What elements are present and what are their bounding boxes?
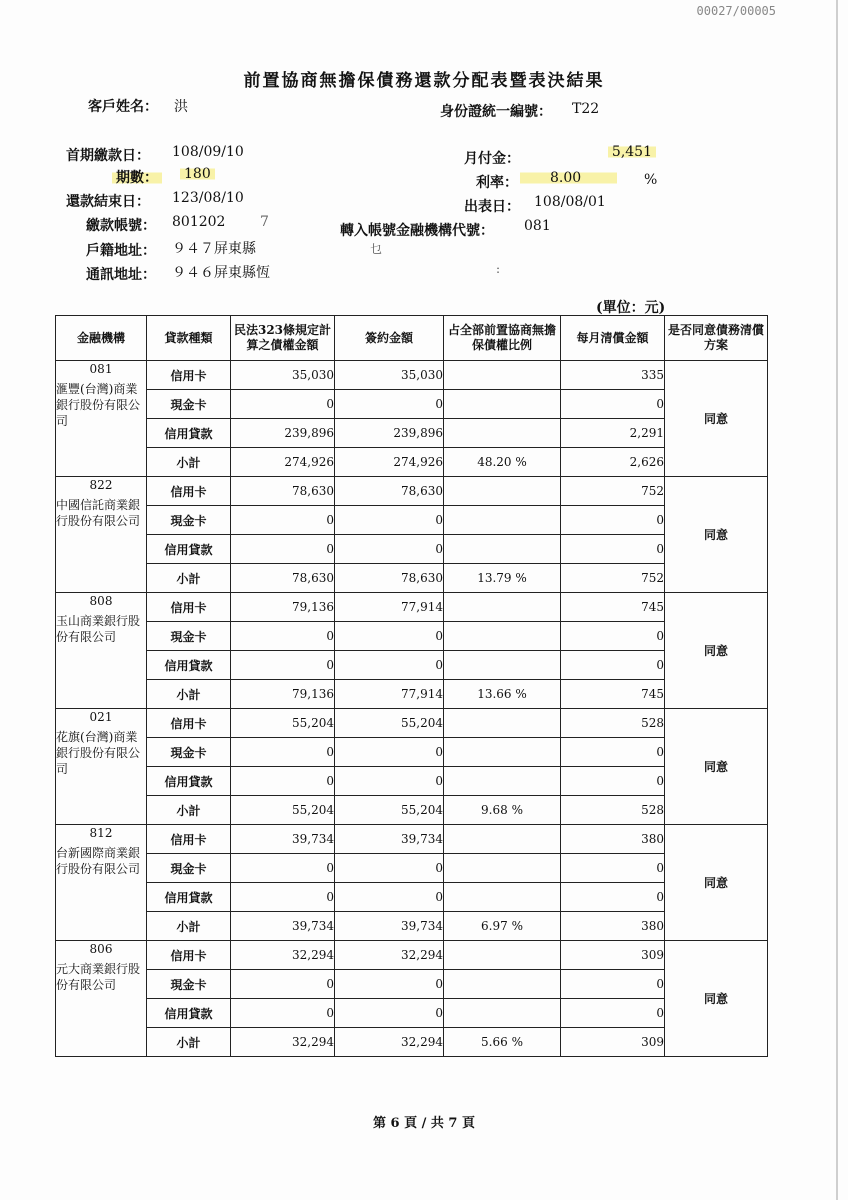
- table-body: [56, 361, 768, 1057]
- first-payment-label: 首期繳款日：: [66, 148, 150, 164]
- loan-type-cell: 現金卡: [147, 854, 231, 883]
- interest-rate-value: 8.00: [520, 170, 617, 186]
- claim-amount-cell: 0: [231, 622, 335, 651]
- claim-amount-cell: 0: [231, 390, 335, 419]
- header-claim-amount: 民法323條規定計算之債權金額: [231, 316, 335, 361]
- contract-amount-cell: 77,914: [335, 680, 444, 709]
- claim-amount-cell: 55,204: [231, 796, 335, 825]
- ratio-cell: [444, 709, 561, 738]
- loan-type-cell: 信用卡: [147, 477, 231, 506]
- bank-cell: [56, 709, 147, 825]
- ratio-cell: 9.68 %: [444, 796, 561, 825]
- contract-amount-cell: 39,734: [335, 912, 444, 941]
- claim-amount-cell: 55,204: [231, 709, 335, 738]
- document-title: 前置協商無擔保債務還款分配表暨表決結果: [243, 71, 605, 91]
- table-row: [56, 680, 768, 709]
- bank-code: 806: [89, 942, 113, 956]
- loan-type-cell: 信用貸款: [147, 999, 231, 1028]
- contract-amount-cell: 0: [335, 506, 444, 535]
- monthly-amount-cell: 2,626: [561, 448, 665, 477]
- loan-type-cell: 信用貸款: [147, 651, 231, 680]
- claim-amount-cell: 78,630: [231, 564, 335, 593]
- loan-type-cell: 現金卡: [147, 970, 231, 999]
- monthly-amount-cell: 380: [561, 825, 665, 854]
- contract-amount-cell: 0: [335, 767, 444, 796]
- bank-code: 081: [89, 362, 113, 376]
- header-monthly-amount: 每月清償金額: [561, 316, 665, 361]
- table-row: [56, 883, 768, 912]
- table-row: [56, 593, 768, 622]
- loan-type-cell: 小計: [147, 796, 231, 825]
- monthly-amount-cell: 2,291: [561, 419, 665, 448]
- loan-type-cell: 小計: [147, 912, 231, 941]
- contract-amount-cell: 0: [335, 738, 444, 767]
- loan-type-cell: 信用貸款: [147, 767, 231, 796]
- ratio-cell: [444, 361, 561, 390]
- bank-code: 021: [89, 710, 113, 724]
- table-row: [56, 999, 768, 1028]
- claim-amount-cell: 0: [231, 999, 335, 1028]
- bank-cell: [56, 825, 147, 941]
- loan-type-cell: 信用卡: [147, 709, 231, 738]
- loan-type-cell: 信用卡: [147, 825, 231, 854]
- bank-cell: [56, 941, 147, 1057]
- bank-name: 台新國際商業銀行股份有限公司: [56, 846, 141, 876]
- table-row: [56, 477, 768, 506]
- bank-cell: [56, 593, 147, 709]
- contract-amount-cell: 32,294: [335, 941, 444, 970]
- loan-type-cell: 信用貸款: [147, 419, 231, 448]
- bank-cell: [56, 477, 147, 593]
- monthly-amount-cell: 309: [561, 941, 665, 970]
- contract-amount-cell: 32,294: [335, 1028, 444, 1057]
- table-row: [56, 564, 768, 593]
- mailing-value: ９４６屏東縣恆: [172, 265, 270, 281]
- loan-type-cell: 信用卡: [147, 941, 231, 970]
- bank-name: 元大商業銀行股份有限公司: [56, 962, 141, 992]
- claim-amount-cell: 32,294: [231, 1028, 335, 1057]
- table-row: [56, 419, 768, 448]
- stray-mark: 乜: [370, 242, 383, 256]
- table-row: [56, 535, 768, 564]
- loan-type-cell: 現金卡: [147, 622, 231, 651]
- table-row: [56, 651, 768, 680]
- monthly-amount-cell: 0: [561, 883, 665, 912]
- loan-type-cell: 信用貸款: [147, 883, 231, 912]
- bank-code-label: 轉入帳號金融機構代號：: [340, 223, 494, 239]
- consent-cell: 同意: [665, 361, 768, 477]
- page-edge: [836, 0, 838, 1200]
- monthly-payment-value: 5,451: [516, 144, 656, 160]
- contract-amount-cell: 0: [335, 999, 444, 1028]
- ratio-cell: [444, 622, 561, 651]
- domicile-value: ９４７屏東縣: [172, 241, 256, 257]
- consent-cell: 同意: [665, 709, 768, 825]
- loan-type-cell: 小計: [147, 564, 231, 593]
- monthly-amount-cell: 0: [561, 970, 665, 999]
- table-row: [56, 825, 768, 854]
- header-ratio: 占全部前置協商無擔保債權比例: [444, 316, 561, 361]
- header-contract-amount: 簽約金額: [335, 316, 444, 361]
- table-row: [56, 854, 768, 883]
- claim-amount-cell: 274,926: [231, 448, 335, 477]
- monthly-amount-cell: 0: [561, 767, 665, 796]
- ratio-cell: [444, 477, 561, 506]
- ratio-cell: [444, 825, 561, 854]
- claim-amount-cell: 79,136: [231, 680, 335, 709]
- monthly-amount-cell: 0: [561, 854, 665, 883]
- ratio-cell: 5.66 %: [444, 1028, 561, 1057]
- contract-amount-cell: 0: [335, 651, 444, 680]
- claim-amount-cell: 39,734: [231, 912, 335, 941]
- contract-amount-cell: 239,896: [335, 419, 444, 448]
- stray-mark-2: :: [496, 262, 501, 276]
- contract-amount-cell: 78,630: [335, 564, 444, 593]
- repayment-table: [55, 315, 768, 1057]
- ratio-cell: [444, 854, 561, 883]
- loan-type-cell: 小計: [147, 1028, 231, 1057]
- loan-type-cell: 現金卡: [147, 506, 231, 535]
- contract-amount-cell: 35,030: [335, 361, 444, 390]
- periods-value: 180: [180, 166, 215, 182]
- monthly-amount-cell: 745: [561, 593, 665, 622]
- ratio-cell: [444, 999, 561, 1028]
- claim-amount-cell: 0: [231, 535, 335, 564]
- corner-mark: 00027/00005: [696, 4, 776, 18]
- claim-amount-cell: 0: [231, 738, 335, 767]
- ratio-cell: [444, 390, 561, 419]
- bank-code: 808: [89, 594, 113, 608]
- account-suffix: 7: [260, 214, 269, 230]
- first-payment-value: 108/09/10: [172, 144, 244, 160]
- monthly-amount-cell: 0: [561, 390, 665, 419]
- contract-amount-cell: 0: [335, 970, 444, 999]
- monthly-amount-cell: 0: [561, 738, 665, 767]
- claim-amount-cell: 0: [231, 883, 335, 912]
- table-row: [56, 1028, 768, 1057]
- bank-cell: [56, 361, 147, 477]
- claim-amount-cell: 39,734: [231, 825, 335, 854]
- table-row: [56, 709, 768, 738]
- ratio-cell: [444, 941, 561, 970]
- consent-cell: 同意: [665, 941, 768, 1057]
- ratio-cell: [444, 593, 561, 622]
- contract-amount-cell: 0: [335, 622, 444, 651]
- ratio-cell: [444, 970, 561, 999]
- customer-name-label: 客戶姓名：: [88, 99, 158, 115]
- interest-rate-label: 利率：: [476, 175, 518, 191]
- end-date-value: 123/08/10: [172, 190, 244, 206]
- monthly-amount-cell: 0: [561, 622, 665, 651]
- ratio-cell: [444, 419, 561, 448]
- loan-type-cell: 小計: [147, 448, 231, 477]
- loan-type-cell: 小計: [147, 680, 231, 709]
- monthly-amount-cell: 752: [561, 564, 665, 593]
- loan-type-cell: 現金卡: [147, 390, 231, 419]
- contract-amount-cell: 0: [335, 390, 444, 419]
- table-row: [56, 912, 768, 941]
- contract-amount-cell: 55,204: [335, 709, 444, 738]
- account-label: 繳款帳號：: [86, 218, 156, 234]
- table-row: [56, 941, 768, 970]
- table-header-row: [56, 316, 768, 361]
- monthly-amount-cell: 528: [561, 796, 665, 825]
- contract-amount-cell: 39,734: [335, 825, 444, 854]
- claim-amount-cell: 0: [231, 651, 335, 680]
- mailing-label: 通訊地址：: [86, 267, 156, 283]
- monthly-amount-cell: 0: [561, 535, 665, 564]
- monthly-amount-cell: 0: [561, 999, 665, 1028]
- monthly-amount-cell: 380: [561, 912, 665, 941]
- ratio-cell: [444, 738, 561, 767]
- contract-amount-cell: 0: [335, 854, 444, 883]
- monthly-amount-cell: 309: [561, 1028, 665, 1057]
- account-value: 801202: [172, 214, 226, 230]
- loan-type-cell: 信用卡: [147, 361, 231, 390]
- table-row: [56, 970, 768, 999]
- claim-amount-cell: 0: [231, 506, 335, 535]
- table-row: [56, 796, 768, 825]
- claim-amount-cell: 0: [231, 970, 335, 999]
- end-date-label: 還款結束日：: [66, 194, 150, 210]
- domicile-label: 戶籍地址：: [86, 243, 156, 259]
- header-loan-type: 貸款種類: [147, 316, 231, 361]
- ratio-cell: [444, 506, 561, 535]
- id-number-value: T22: [572, 101, 600, 117]
- page-number: 第 6 頁 / 共 7 頁: [373, 1116, 475, 1131]
- bank-code: 812: [89, 826, 113, 840]
- ratio-cell: [444, 535, 561, 564]
- bank-name: 中國信託商業銀行股份有限公司: [56, 498, 141, 528]
- claim-amount-cell: 239,896: [231, 419, 335, 448]
- bank-name: 滙豐(台灣)商業銀行股份有限公司: [56, 382, 141, 428]
- ratio-cell: 6.97 %: [444, 912, 561, 941]
- monthly-amount-cell: 0: [561, 651, 665, 680]
- ratio-cell: [444, 883, 561, 912]
- loan-type-cell: 信用卡: [147, 593, 231, 622]
- loan-type-cell: 現金卡: [147, 738, 231, 767]
- monthly-amount-cell: 528: [561, 709, 665, 738]
- interest-rate-unit: %: [644, 172, 658, 188]
- loan-type-cell: 信用貸款: [147, 535, 231, 564]
- consent-cell: 同意: [665, 593, 768, 709]
- claim-amount-cell: 0: [231, 767, 335, 796]
- bank-name: 玉山商業銀行股份有限公司: [56, 614, 141, 644]
- bank-name: 花旗(台灣)商業銀行股份有限公司: [56, 730, 141, 776]
- monthly-amount-cell: 745: [561, 680, 665, 709]
- table-row: [56, 622, 768, 651]
- header-consent: 是否同意債務清償方案: [665, 316, 768, 361]
- claim-amount-cell: 32,294: [231, 941, 335, 970]
- claim-amount-cell: 78,630: [231, 477, 335, 506]
- table-row: [56, 390, 768, 419]
- claim-amount-cell: 35,030: [231, 361, 335, 390]
- claim-amount-cell: 0: [231, 854, 335, 883]
- table-row: [56, 738, 768, 767]
- contract-amount-cell: 77,914: [335, 593, 444, 622]
- monthly-amount-cell: 752: [561, 477, 665, 506]
- contract-amount-cell: 0: [335, 535, 444, 564]
- monthly-amount-cell: 335: [561, 361, 665, 390]
- issue-date-label: 出表日：: [464, 199, 520, 215]
- contract-amount-cell: 55,204: [335, 796, 444, 825]
- ratio-cell: 13.66 %: [444, 680, 561, 709]
- consent-cell: 同意: [665, 477, 768, 593]
- consent-cell: 同意: [665, 825, 768, 941]
- ratio-cell: [444, 651, 561, 680]
- customer-name-value: 洪: [174, 99, 188, 115]
- issue-date-value: 108/08/01: [534, 194, 606, 210]
- id-number-label: 身份證統一編號：: [440, 104, 552, 120]
- header-institution: 金融機構: [56, 316, 147, 361]
- contract-amount-cell: 0: [335, 883, 444, 912]
- ratio-cell: [444, 767, 561, 796]
- contract-amount-cell: 274,926: [335, 448, 444, 477]
- table-row: [56, 506, 768, 535]
- claim-amount-cell: 79,136: [231, 593, 335, 622]
- periods-label: 期數：: [112, 167, 162, 187]
- bank-code: 822: [89, 478, 113, 492]
- ratio-cell: 48.20 %: [444, 448, 561, 477]
- table-row: [56, 448, 768, 477]
- table-row: [56, 361, 768, 390]
- bank-code-value: 081: [524, 218, 551, 234]
- monthly-payment-label: 月付金：: [464, 151, 520, 167]
- monthly-amount-cell: 0: [561, 506, 665, 535]
- contract-amount-cell: 78,630: [335, 477, 444, 506]
- ratio-cell: 13.79 %: [444, 564, 561, 593]
- unit-note: (單位：元): [596, 300, 666, 316]
- table-row: [56, 767, 768, 796]
